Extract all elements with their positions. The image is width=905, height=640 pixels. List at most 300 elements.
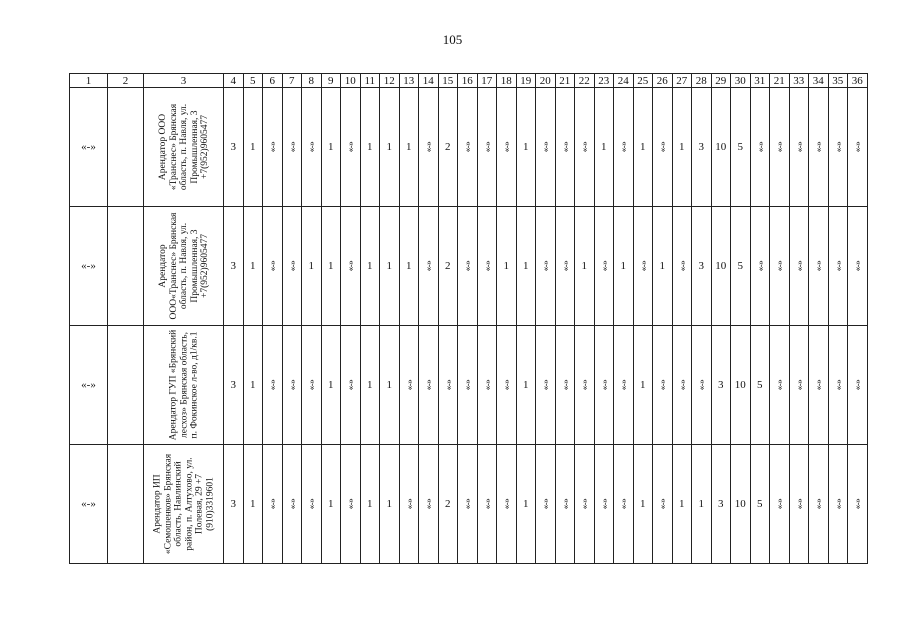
value-cell [341, 88, 361, 207]
cell-value: «-» [559, 379, 570, 391]
value-cell [614, 326, 634, 445]
register-table [69, 73, 868, 564]
column-header: 4 [224, 74, 244, 88]
cell-value: «-» [540, 498, 551, 510]
value-cell [809, 207, 829, 326]
value-cell [614, 207, 634, 326]
cell-value: 1 [698, 498, 704, 510]
value-cell [653, 445, 673, 564]
column-header: 10 [341, 74, 361, 88]
cell-value: «-» [559, 498, 570, 510]
cell-value: «-» [774, 379, 785, 391]
cell-value: «-» [540, 379, 551, 391]
value-cell [438, 207, 458, 326]
cell-value: «-» [579, 498, 590, 510]
cell-value: 1 [250, 498, 256, 510]
value-cell [477, 207, 497, 326]
value-cell [536, 207, 556, 326]
cell-value: 1 [250, 141, 256, 153]
cell-col2 [108, 445, 144, 564]
cell-value: 1 [581, 260, 587, 272]
column-header: 36 [848, 74, 868, 88]
cell-value: 2 [445, 141, 451, 153]
cell-col2 [108, 326, 144, 445]
value-cell [711, 445, 731, 564]
cell-value: «-» [267, 141, 278, 153]
value-cell [575, 445, 595, 564]
column-header: 15 [438, 74, 458, 88]
cell-value: 1 [523, 498, 529, 510]
value-cell [750, 88, 770, 207]
cell-value: «-» [832, 379, 843, 391]
cell-value: «-» [657, 379, 668, 391]
column-header: 8 [302, 74, 322, 88]
value-cell [653, 326, 673, 445]
column-header: 9 [321, 74, 341, 88]
value-cell [692, 445, 712, 564]
cell-value: «-» [403, 498, 414, 510]
value-cell [848, 326, 868, 445]
cell-value: «-» [423, 260, 434, 272]
value-cell [399, 88, 419, 207]
cell-value: «-» [793, 141, 804, 153]
column-header: 17 [477, 74, 497, 88]
cell-col1: «-» [70, 445, 108, 564]
cell-value: «-» [754, 260, 765, 272]
value-cell [263, 207, 283, 326]
cell-value: «-» [657, 141, 668, 153]
cell-value: «-» [598, 260, 609, 272]
value-cell [341, 326, 361, 445]
value-cell [555, 207, 575, 326]
cell-value: 3 [230, 260, 236, 272]
cell-value: 1 [328, 141, 334, 153]
cell-value: «-» [559, 260, 570, 272]
cell-value: «-» [813, 141, 824, 153]
cell-value: «-» [832, 498, 843, 510]
value-cell [224, 207, 244, 326]
cell-value: «-» [598, 379, 609, 391]
column-header: 23 [594, 74, 614, 88]
cell-value: 1 [250, 379, 256, 391]
cell-value: «-» [267, 379, 278, 391]
cell-value: 1 [328, 498, 334, 510]
column-header: 11 [360, 74, 380, 88]
value-cell [321, 88, 341, 207]
value-cell [360, 88, 380, 207]
column-header: 16 [458, 74, 478, 88]
value-cell [789, 207, 809, 326]
cell-value: 1 [503, 260, 509, 272]
cell-col1: «-» [70, 88, 108, 207]
cell-value: «-» [852, 498, 863, 510]
value-cell [575, 207, 595, 326]
value-cell [497, 207, 517, 326]
tenant-cell [144, 207, 224, 326]
value-cell [458, 326, 478, 445]
value-cell [243, 88, 263, 207]
value-cell [770, 207, 790, 326]
tenant-text: Арендатор ГУП «Брянский лесхоз» Брянская область, п. Фокинское л-во, д1/кв.1 [167, 329, 199, 441]
value-cell [633, 326, 653, 445]
cell-value: «-» [598, 498, 609, 510]
value-cell [419, 88, 439, 207]
value-cell [516, 326, 536, 445]
value-cell [282, 326, 302, 445]
value-cell [828, 326, 848, 445]
cell-value: «-» [793, 498, 804, 510]
cell-col1: «-» [70, 326, 108, 445]
cell-col2 [108, 88, 144, 207]
value-cell [594, 445, 614, 564]
value-cell [419, 445, 439, 564]
value-cell [789, 88, 809, 207]
cell-value: 1 [620, 260, 626, 272]
cell-value: «-» [423, 141, 434, 153]
cell-value: 5 [737, 260, 743, 272]
column-header: 12 [380, 74, 400, 88]
cell-value: 1 [640, 379, 646, 391]
cell-value: «-» [793, 379, 804, 391]
cell-value: «-» [754, 141, 765, 153]
value-cell [399, 326, 419, 445]
value-cell [633, 445, 653, 564]
cell-value: «-» [345, 260, 356, 272]
value-cell [809, 326, 829, 445]
value-cell [477, 445, 497, 564]
value-cell [458, 88, 478, 207]
value-cell [438, 445, 458, 564]
cell-value: 10 [715, 141, 727, 153]
value-cell [711, 326, 731, 445]
value-cell [672, 207, 692, 326]
value-cell [672, 326, 692, 445]
cell-value: «-» [852, 379, 863, 391]
value-cell [263, 445, 283, 564]
column-header: 27 [672, 74, 692, 88]
cell-value: 5 [757, 379, 763, 391]
value-cell [243, 326, 263, 445]
value-cell [438, 88, 458, 207]
value-cell [555, 88, 575, 207]
column-header: 25 [633, 74, 653, 88]
cell-value: 3 [718, 379, 724, 391]
column-header: 5 [243, 74, 263, 88]
cell-value: «-» [618, 498, 629, 510]
cell-value: «-» [267, 498, 278, 510]
value-cell [555, 445, 575, 564]
cell-value: 3 [230, 498, 236, 510]
cell-value: «-» [442, 379, 453, 391]
value-cell [282, 445, 302, 564]
value-cell [731, 207, 751, 326]
column-header: 6 [263, 74, 283, 88]
column-header: 30 [731, 74, 751, 88]
value-cell [243, 445, 263, 564]
cell-value: «-» [403, 379, 414, 391]
table-row [70, 445, 868, 564]
cell-value: «-» [481, 498, 492, 510]
cell-value: 1 [640, 141, 646, 153]
cell-value: «-» [423, 379, 434, 391]
tenant-text: Арендатор ООО«Транснес» Брянская область, п. Навля, ул. Промышленная, 3 +7(952)9605477 [157, 212, 210, 320]
cell-value: 5 [757, 498, 763, 510]
cell-value: «-» [345, 498, 356, 510]
value-cell [497, 326, 517, 445]
value-cell [516, 88, 536, 207]
column-header: 1 [70, 74, 108, 88]
cell-col1: «-» [70, 207, 108, 326]
value-cell [633, 88, 653, 207]
cell-value: 3 [230, 141, 236, 153]
cell-value: «-» [676, 260, 687, 272]
value-cell [302, 326, 322, 445]
cell-value: 1 [328, 260, 334, 272]
value-cell [360, 326, 380, 445]
cell-value: «-» [696, 379, 707, 391]
column-header: 29 [711, 74, 731, 88]
cell-value: 2 [445, 260, 451, 272]
column-header: 33 [789, 74, 809, 88]
value-cell [516, 445, 536, 564]
value-cell [848, 445, 868, 564]
value-cell [224, 326, 244, 445]
value-cell [438, 326, 458, 445]
value-cell [809, 445, 829, 564]
value-cell [672, 88, 692, 207]
value-cell [750, 445, 770, 564]
value-cell [224, 445, 244, 564]
cell-value: «-» [832, 260, 843, 272]
value-cell [789, 326, 809, 445]
column-header: 31 [750, 74, 770, 88]
value-cell [614, 445, 634, 564]
cell-value: «-» [501, 379, 512, 391]
cell-value: «-» [286, 498, 297, 510]
cell-value: «-» [852, 260, 863, 272]
column-header: 21 [555, 74, 575, 88]
cell-value: «-» [676, 379, 687, 391]
cell-value: 1 [679, 498, 685, 510]
cell-value: «-» [618, 141, 629, 153]
tenant-cell [144, 326, 224, 445]
cell-value: 1 [601, 141, 607, 153]
value-cell [497, 445, 517, 564]
cell-value: 1 [386, 141, 392, 153]
value-cell [848, 88, 868, 207]
value-cell [380, 326, 400, 445]
value-cell [555, 326, 575, 445]
cell-value: «-» [462, 498, 473, 510]
cell-value: 3 [698, 260, 704, 272]
cell-value: 1 [386, 260, 392, 272]
value-cell [477, 326, 497, 445]
cell-value: «-» [657, 498, 668, 510]
value-cell [711, 88, 731, 207]
value-cell [789, 445, 809, 564]
value-cell [594, 207, 614, 326]
value-cell [614, 88, 634, 207]
cell-value: 1 [679, 141, 685, 153]
cell-value: 3 [230, 379, 236, 391]
value-cell [692, 326, 712, 445]
value-cell [828, 88, 848, 207]
column-header: 18 [497, 74, 517, 88]
column-header: 22 [575, 74, 595, 88]
value-cell [321, 326, 341, 445]
cell-value: «-» [637, 260, 648, 272]
column-header: 3 [144, 74, 224, 88]
cell-value: 1 [406, 141, 412, 153]
cell-value: «-» [774, 260, 785, 272]
value-cell [653, 88, 673, 207]
cell-value: 5 [737, 141, 743, 153]
cell-value: «-» [501, 141, 512, 153]
column-header: 7 [282, 74, 302, 88]
value-cell [828, 207, 848, 326]
value-cell [458, 207, 478, 326]
cell-value: «-» [345, 379, 356, 391]
value-cell [263, 326, 283, 445]
cell-value: «-» [540, 141, 551, 153]
value-cell [575, 326, 595, 445]
cell-value: 1 [659, 260, 665, 272]
cell-value: «-» [423, 498, 434, 510]
table-row [70, 207, 868, 326]
cell-value: «-» [774, 141, 785, 153]
value-cell [731, 445, 751, 564]
value-cell [750, 326, 770, 445]
column-header: 2 [108, 74, 144, 88]
table-row [70, 88, 868, 207]
cell-col2 [108, 207, 144, 326]
value-cell [770, 326, 790, 445]
cell-value: «-» [481, 379, 492, 391]
value-cell [770, 445, 790, 564]
cell-value: 1 [367, 379, 373, 391]
value-cell [399, 445, 419, 564]
cell-value: 2 [445, 498, 451, 510]
header-row [70, 74, 868, 88]
cell-value: 1 [386, 498, 392, 510]
tenant-text: Арендатор ООО «Транснес» Брянская область, п. Навля, ул. Промышленная, 3 +7(952)9605477 [157, 103, 210, 191]
tenant-cell [144, 445, 224, 564]
value-cell [302, 207, 322, 326]
value-cell [224, 88, 244, 207]
value-cell [419, 326, 439, 445]
cell-value: 1 [640, 498, 646, 510]
table-row [70, 326, 868, 445]
cell-value: «-» [306, 379, 317, 391]
cell-value: «-» [462, 141, 473, 153]
column-header: 19 [516, 74, 536, 88]
value-cell [731, 88, 751, 207]
value-cell [380, 207, 400, 326]
cell-value: 10 [734, 379, 746, 391]
cell-value: 1 [523, 260, 529, 272]
cell-value: «-» [540, 260, 551, 272]
value-cell [419, 207, 439, 326]
cell-value: «-» [813, 379, 824, 391]
cell-value: 1 [308, 260, 314, 272]
value-cell [360, 207, 380, 326]
value-cell [575, 88, 595, 207]
cell-value: «-» [286, 260, 297, 272]
value-cell [321, 445, 341, 564]
value-cell [321, 207, 341, 326]
value-cell [243, 207, 263, 326]
cell-value: «-» [462, 260, 473, 272]
column-header: 24 [614, 74, 634, 88]
cell-value: 1 [250, 260, 256, 272]
value-cell [594, 326, 614, 445]
cell-value: 1 [328, 379, 334, 391]
value-cell [731, 326, 751, 445]
cell-value: «-» [462, 379, 473, 391]
tenant-text: Арендатор ИП «Семошенков» Брянская область, Навлинский район, п. Алтухово, ул. Полевая, 29 +7 (910)3319601 [152, 453, 215, 555]
cell-value: «-» [559, 141, 570, 153]
cell-value: 3 [698, 141, 704, 153]
value-cell [282, 88, 302, 207]
value-cell [360, 445, 380, 564]
cell-value: «-» [618, 379, 629, 391]
value-cell [692, 207, 712, 326]
value-cell [536, 326, 556, 445]
column-header: 20 [536, 74, 556, 88]
value-cell [848, 207, 868, 326]
value-cell [341, 445, 361, 564]
cell-value: «-» [813, 260, 824, 272]
value-cell [770, 88, 790, 207]
value-cell [536, 88, 556, 207]
value-cell [380, 88, 400, 207]
cell-value: «-» [267, 260, 278, 272]
value-cell [809, 88, 829, 207]
value-cell [380, 445, 400, 564]
column-header: 26 [653, 74, 673, 88]
value-cell [458, 445, 478, 564]
value-cell [302, 88, 322, 207]
cell-value: 1 [523, 379, 529, 391]
cell-value: 1 [367, 260, 373, 272]
cell-value: «-» [774, 498, 785, 510]
value-cell [633, 207, 653, 326]
value-cell [711, 207, 731, 326]
cell-value: «-» [579, 141, 590, 153]
cell-value: 3 [718, 498, 724, 510]
cell-value: 1 [367, 141, 373, 153]
cell-value: «-» [286, 379, 297, 391]
value-cell [497, 88, 517, 207]
value-cell [477, 88, 497, 207]
column-header: 35 [828, 74, 848, 88]
column-header: 13 [399, 74, 419, 88]
column-header: 21 [770, 74, 790, 88]
value-cell [672, 445, 692, 564]
cell-value: 1 [367, 498, 373, 510]
value-cell [341, 207, 361, 326]
cell-value: 10 [715, 260, 727, 272]
value-cell [282, 207, 302, 326]
page-number: 105 [442, 32, 463, 47]
tenant-cell [144, 88, 224, 207]
value-cell [302, 445, 322, 564]
value-cell [750, 207, 770, 326]
cell-value: «-» [579, 379, 590, 391]
cell-value: «-» [813, 498, 824, 510]
cell-value: «-» [286, 141, 297, 153]
cell-value: «-» [345, 141, 356, 153]
